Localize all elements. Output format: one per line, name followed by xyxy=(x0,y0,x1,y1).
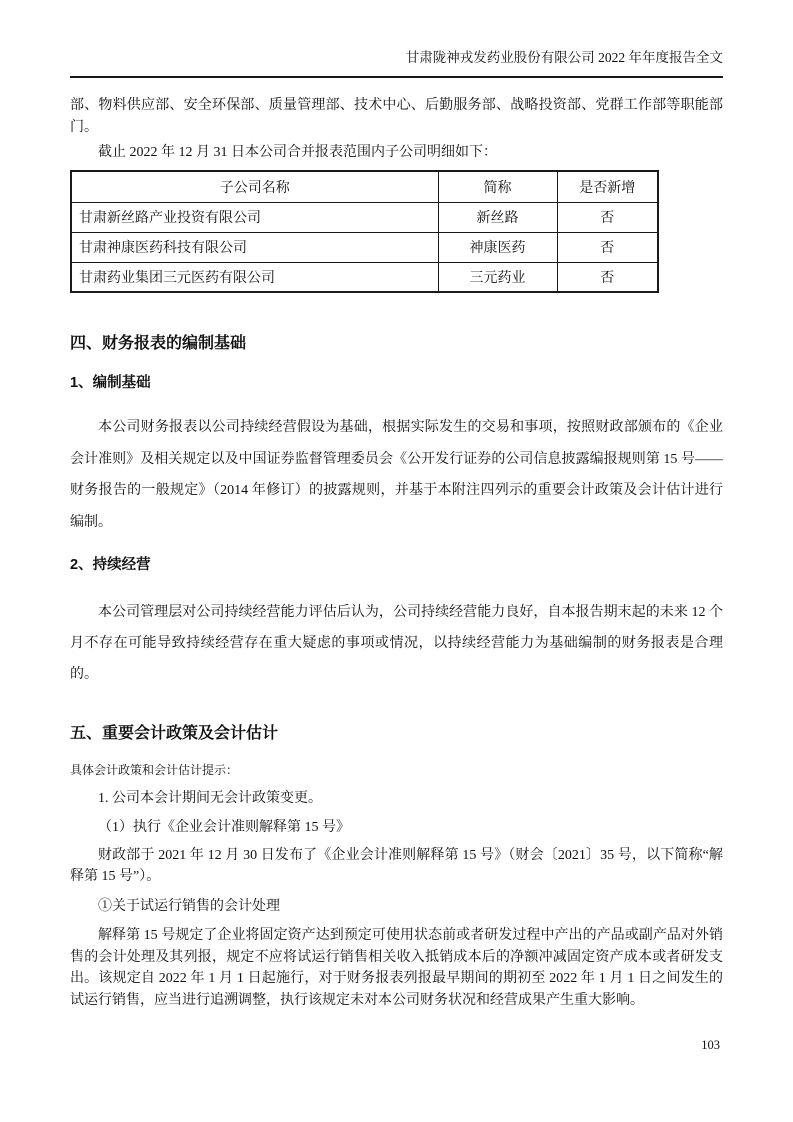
table-header-newly-added: 是否新增 xyxy=(557,171,658,202)
table-header-row xyxy=(71,171,658,202)
paragraph-going-concern: 本公司管理层对公司持续经营能力评估后认为，公司持续经营能力良好，自本报告期末起的未来 12 个月不存在可能导致持续经营存在重大疑虑的事项或情况，以持续经营能力为基础编制的财务报表是合理的。 xyxy=(70,605,723,682)
table-cell-subsidiary-name: 甘肃新丝路产业投资有限公司 xyxy=(71,202,438,232)
subsidiaries-table xyxy=(70,170,659,293)
paragraph-subsidiaries-intro: 截止 2022 年 12 月 31 日本公司合并报表范围内子公司明细如下： xyxy=(98,145,497,160)
paragraph-departments: 部、物料供应部、安全环保部、质量管理部、技术中心、后勤服务部、战略投资部、党群工作部等职能部门。 xyxy=(70,98,723,135)
table-cell-short-name: 三元药业 xyxy=(438,262,557,292)
accounting-policy-note: 具体会计政策和会计估计提示： xyxy=(70,763,239,777)
section-5-title: 五、重要会计政策及会计估计 xyxy=(70,725,279,742)
table-cell-newly-added: 否 xyxy=(557,232,658,262)
table-row xyxy=(71,262,658,292)
paragraph-trial-run-sales-heading: ①关于试运行销售的会计处理 xyxy=(98,899,280,914)
table-cell-newly-added: 否 xyxy=(557,202,658,232)
table-cell-short-name: 新丝路 xyxy=(438,202,557,232)
table-row xyxy=(71,232,658,262)
report-header-title: 甘肃陇神戎发药业股份有限公司 2022 年年度报告全文 xyxy=(405,50,723,65)
section-4-1-title: 1、编制基础 xyxy=(70,375,151,391)
paragraph-interpretation-15-heading: （1）执行《企业会计准则解释第 15 号》 xyxy=(98,820,350,835)
table-header-subsidiary-name: 子公司名称 xyxy=(71,171,438,202)
paragraph-preparation-basis: 本公司财务报表以公司持续经营假设为基础，根据实际发生的交易和事项，按照财政部颁布的《企业会计准则》及相关规定以及中国证券监督管理委员会《公开发行证券的公司信息披露编报规则第 15 号——财务报告的一般规定》（2014 年修订）的披露规则，并基于本附注四列示的重要会计政策及会计估计进行编制。 xyxy=(70,420,723,530)
section-4-2-title: 2、持续经营 xyxy=(70,557,151,573)
paragraph-trial-run-sales-detail: 解释第 15 号规定了企业将固定资产达到预定可使用状态前或者研发过程中产出的产品或副产品对外销售的会计处理及其列报，规定不应将试运行销售相关收入抵销成本后的净额冲减固定资产成本或者研发支出。该规定自 2022 年 1 月 1 日起施行，对于财务报表列报最早期间的期初至 2022 年 1 月 1 日之间发生的试运行销售，应当进行追溯调整，执行该规定未对本公司财务状况和经营成果产生重大影响。 xyxy=(70,928,723,1008)
table-row xyxy=(71,202,658,232)
table-cell-short-name: 神康医药 xyxy=(438,232,557,262)
page-content xyxy=(70,0,723,1011)
table-cell-newly-added: 否 xyxy=(557,262,658,292)
table-cell-subsidiary-name: 甘肃药业集团三元医药有限公司 xyxy=(71,262,438,292)
section-4-title: 四、财务报表的编制基础 xyxy=(70,335,247,352)
paragraph-mof-release: 财政部于 2021 年 12 月 30 日发布了《企业会计准则解释第 15 号》（财会〔2021〕35 号，以下简称“解释第 15 号”）。 xyxy=(70,848,723,884)
paragraph-no-policy-change: 1. 公司本会计期间无会计政策变更。 xyxy=(98,791,322,806)
page-number: 103 xyxy=(701,1038,720,1052)
table-cell-subsidiary-name: 甘肃神康医药科技有限公司 xyxy=(71,232,438,262)
table-header-short-name: 简称 xyxy=(438,171,557,202)
